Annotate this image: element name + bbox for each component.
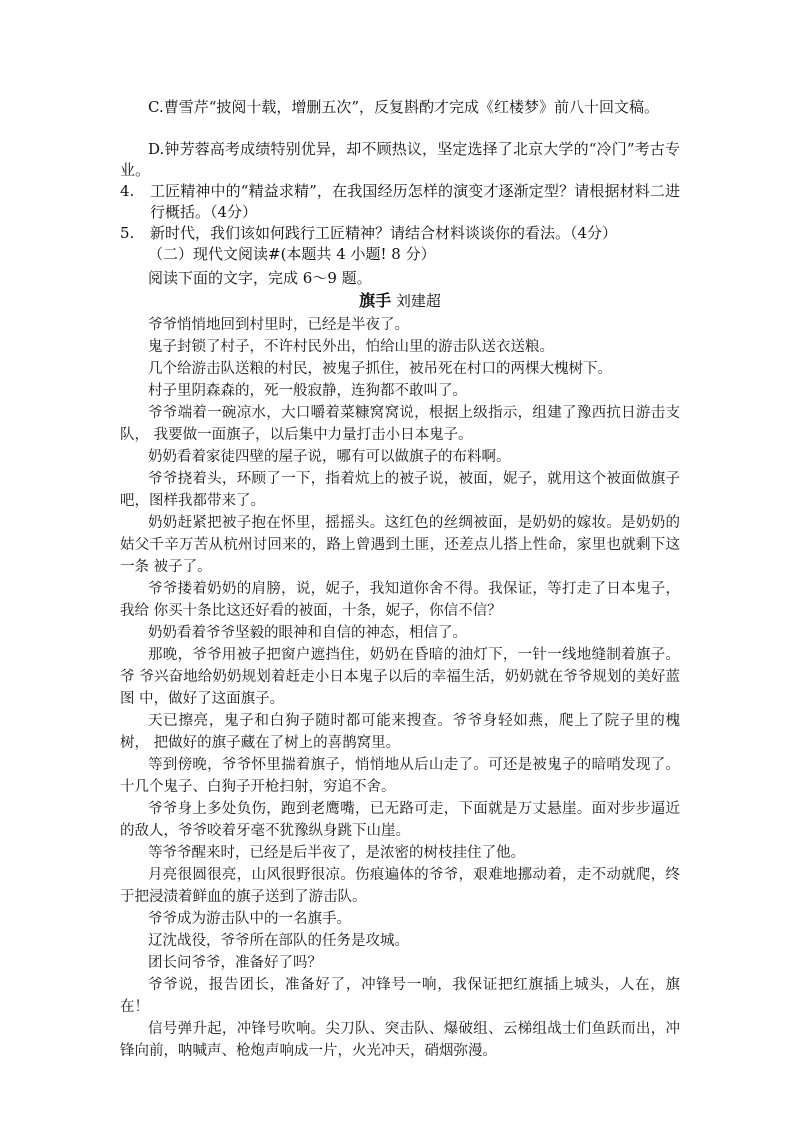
story-paragraph: 鬼子封锁了村子，不许村民外出，怕给山里的游击队送衣送粮。 [148, 339, 554, 355]
option-c: C.曹雪芹“披阅十载，增删五次”，反复斟酌才完成《红楼梦》前八十回文稿。 [148, 98, 660, 116]
story-paragraph: 奶奶看着家徒四壁的屋子说，哪有可以做旗子的布料啊。 [148, 449, 511, 465]
story-paragraph: 等到傍晚，爷爷怀里揣着旗子，悄悄地从后山走了。可还是被鬼子的暗哨发现了。十几个鬼子、白狗子开枪扫射，穷追不舍。 [120, 757, 680, 795]
story-title [120, 290, 680, 312]
story-paragraph: 月亮很圆很亮，山风很野很凉。伤痕遍体的爷爷，艰难地挪动着，走不动就爬，终于把浸渍着鲜血的旗子送到了游击队。 [120, 867, 680, 905]
story-paragraph: 爷爷搂着奶奶的肩膀，说，妮子，我知道你舍不得。我保证，等打走了日本鬼子，我给 你买十条比这还好看的被面，十条，妮子，你信不信？ [120, 581, 680, 619]
question-number: 5. [120, 224, 135, 242]
question-5: 新时代，我们该如何践行工匠精神？请结合材料谈谈你的看法。（4分） [150, 224, 618, 242]
story-paragraph: 奶奶看着爷爷坚毅的眼神和自信的神态，相信了。 [148, 625, 467, 641]
story-author: 刘建超 [395, 292, 441, 310]
story-title-text: 旗手 [359, 291, 392, 310]
story-paragraph: 天已擦亮，鬼子和白狗子随时都可能来搜查。爷爷身轻如燕，爬上了院子里的槐树， 把做好的旗子藏在了树上的喜鹊窝里。 [120, 713, 680, 751]
story-paragraph: 辽沈战役，爷爷所在部队的任务是攻城。 [148, 933, 409, 949]
story-paragraph: 几个给游击队送粮的村民，被鬼子抓住，被吊死在村口的两棵大槐树下。 [148, 361, 612, 377]
story-paragraph: 信号弹升起，冲锋号吹响。尖刀队、突击队、爆破组、云梯组战士们鱼跃而出，冲锋向前，呐喊声、枪炮声响成一片，火光冲天，硝烟弥漫。 [120, 1021, 680, 1059]
question-number: 4. [120, 182, 135, 200]
story-paragraph: 村子里阴森森的，死一般寂静，连狗都不敢叫了。 [148, 383, 467, 399]
option-d: D.钟芳蓉高考成绩特别优异，却不顾热议，坚定选择了北京大学的“冷门”考古专业。 [120, 140, 680, 179]
story-paragraph: 那晚，爷爷用被子把窗户遮挡住，奶奶在昏暗的油灯下，一针一线地缝制着旗子。爷 爷兴奋地给奶奶规划着赶走小日本鬼子以后的幸福生活，奶奶就在爷爷规划的美好蓝图 中，做好了这面旗子。 [120, 647, 680, 707]
section-heading: （二）现代文阅读#(本题共 4 小题! 8 分） [148, 245, 436, 263]
story-paragraph: 奶奶赶紧把被子抱在怀里，摇摇头。这红色的丝绸被面，是奶奶的嫁妆。是奶奶的姑父千辛万苦从杭州讨回来的，路上曾遇到土匪，还差点儿搭上性命，家里也就剩下这一条 被子了。 [120, 515, 680, 575]
section-instruction: 阅读下面的文字，完成 6～9 题。 [148, 269, 372, 287]
story-paragraph: 爷爷悄悄地回到村里时，已经是半夜了。 [148, 317, 409, 333]
story-paragraph: 爷爷身上多处负伤，跑到老鹰嘴，已无路可走，下面就是万丈悬崖。面对步步逼近的敌人，爷爷咬着牙毫不犹豫纵身跳下山崖。 [120, 801, 680, 839]
story-paragraph: 爷爷挠着头，环顾了一下，指着炕上的被子说，被面，妮子，就用这个被面做旗子吧，图样我都带来了。 [120, 471, 680, 509]
question-4: 工匠精神中的“精益求精”，在我国经历怎样的演变才逐渐定型？请根据材料二进行概括。（4分） [150, 182, 680, 221]
story-paragraph: 爷爷说，报告团长，准备好了，冲锋号一响，我保证把红旗插上城头，人在，旗在！ [120, 977, 680, 1015]
story-paragraph: 团长问爷爷，准备好了吗？ [148, 955, 322, 971]
story-paragraph: 爷爷端着一碗凉水，大口嚼着菜糠窝窝说，根据上级指示，组建了豫西抗日游击支队， 我要做一面旗子，以后集中力量打击小日本鬼子。 [120, 405, 680, 443]
story-paragraph: 爷爷成为游击队中的一名旗手。 [148, 911, 351, 927]
story-paragraph: 等爷爷醒来时，已经是后半夜了，是浓密的树枝挂住了他。 [148, 845, 525, 861]
